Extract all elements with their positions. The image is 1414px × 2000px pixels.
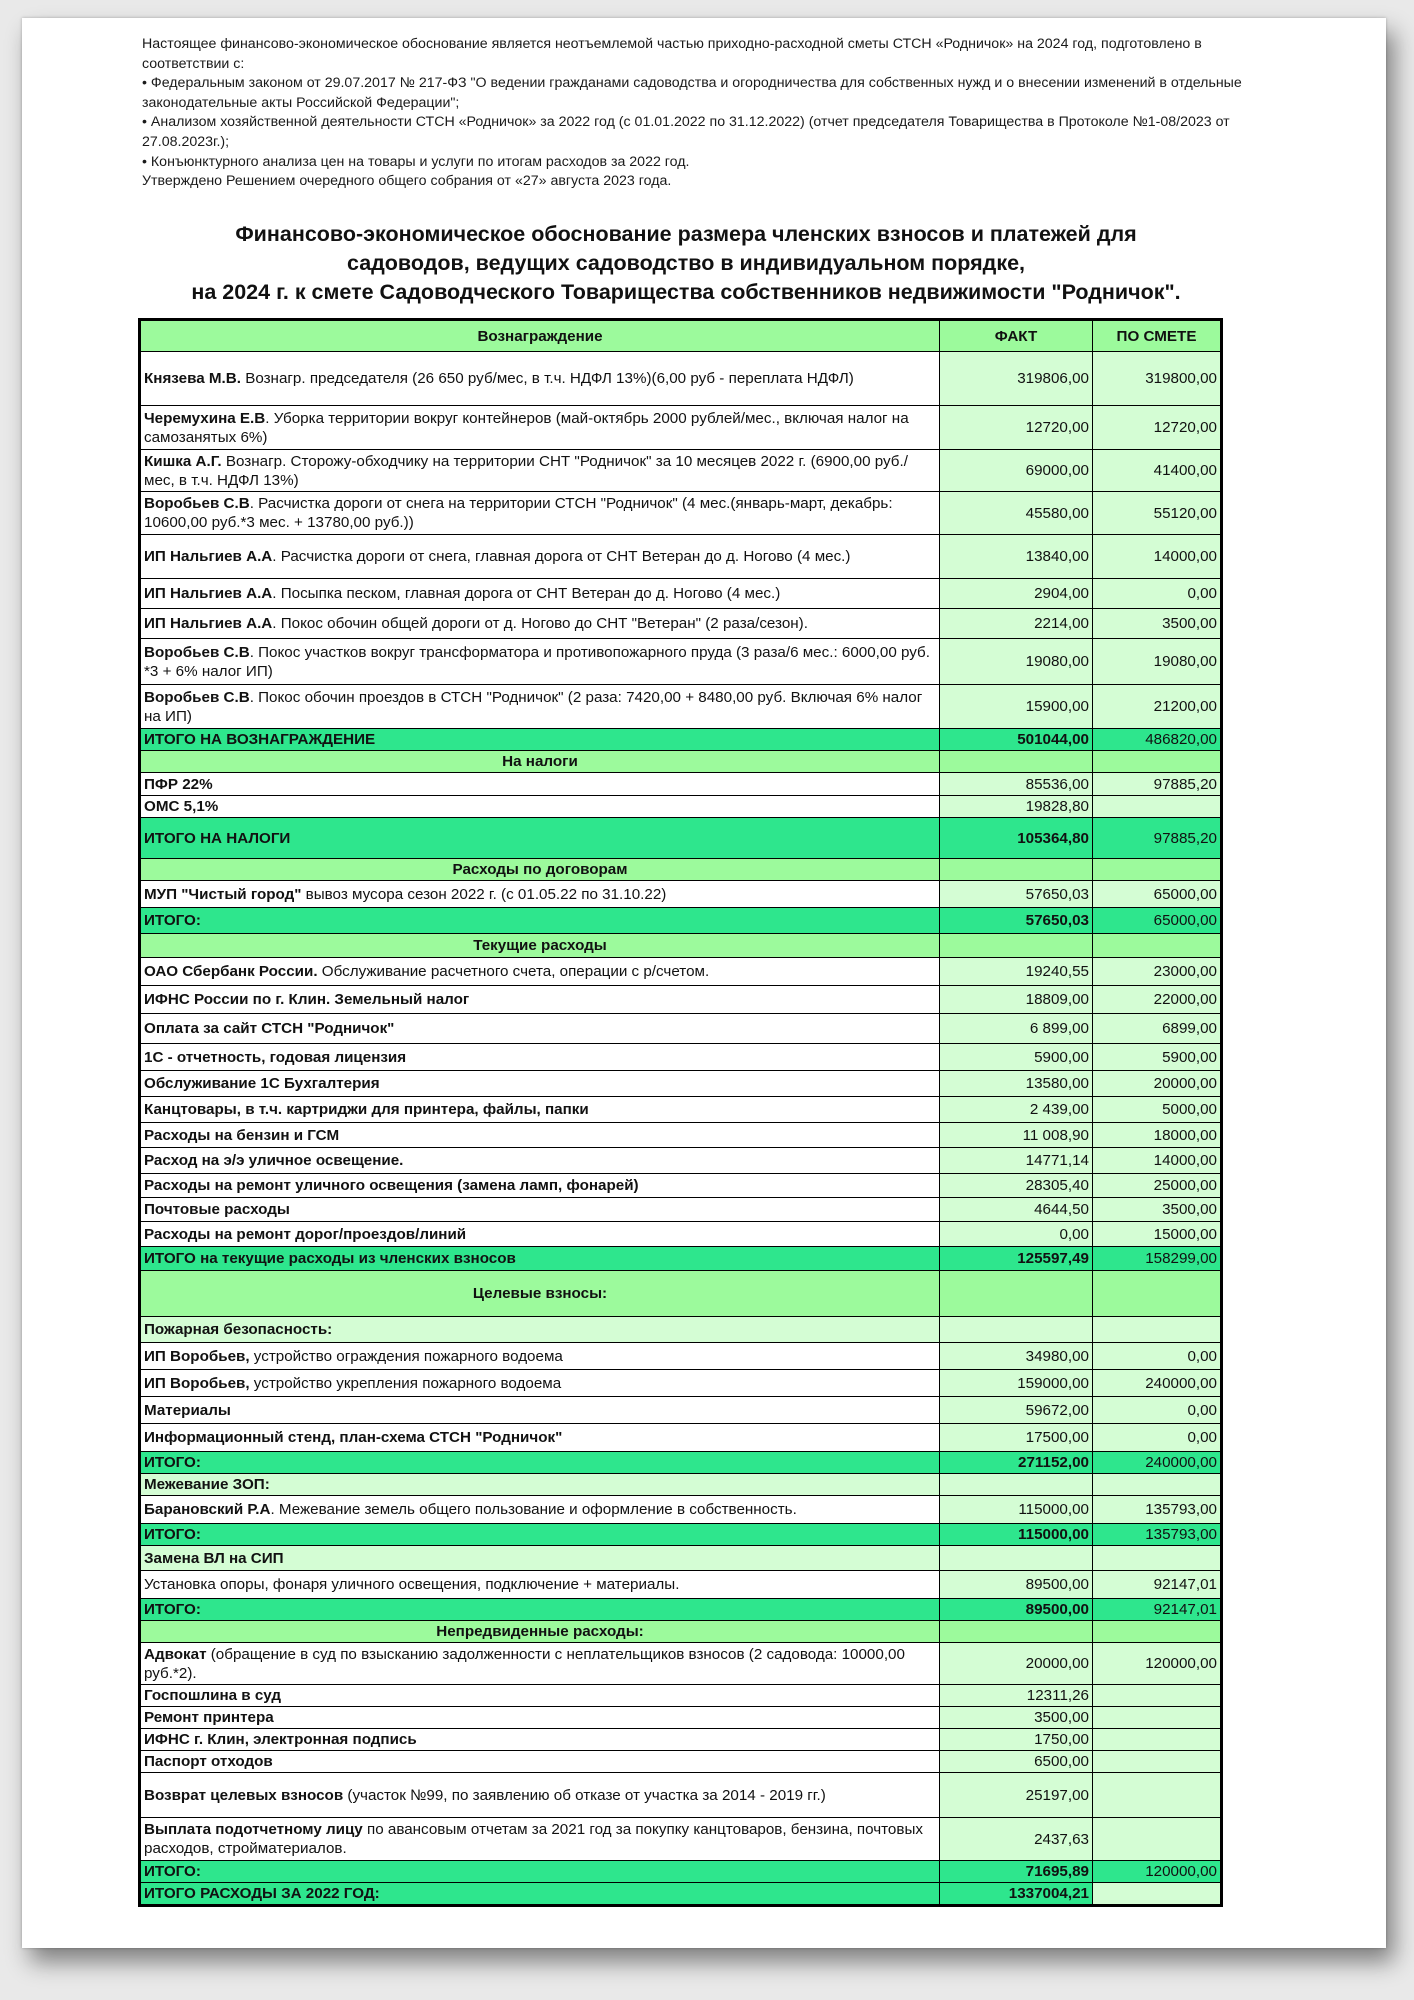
expense-row [140, 639, 1222, 685]
expense-description [140, 1044, 940, 1071]
expense-description [140, 796, 940, 818]
expense-fact: 20000,00 [940, 1643, 1093, 1685]
expense-payee: ПФР 22% [144, 775, 213, 793]
expense-description [140, 450, 940, 492]
expense-payee: Ремонт принтера [144, 1709, 274, 1726]
title-line: Финансово-экономическое обоснование размера членских взносов и платежей для [235, 222, 1137, 246]
section-header-row [140, 1271, 1222, 1317]
expense-row [140, 1424, 1222, 1452]
expense-fact: 13840,00 [940, 535, 1093, 579]
expense-plan: 12720,00 [1093, 406, 1222, 450]
expense-description [140, 1729, 940, 1751]
expense-fact: 13580,00 [940, 1071, 1093, 1097]
expense-plan: 20000,00 [1093, 1071, 1222, 1097]
expense-payee: Расходы на ремонт дорог/проездов/линий [144, 1225, 467, 1243]
empty-cell [1093, 1271, 1222, 1317]
expense-payee: ОМС 5,1% [144, 798, 219, 815]
expense-plan: 3500,00 [1093, 1198, 1222, 1222]
grand-total-row [140, 1883, 1222, 1906]
total-fact: 271152,00 [940, 1452, 1093, 1474]
total-row [140, 1599, 1222, 1621]
subsection-title: Замена ВЛ на СИП [140, 1546, 940, 1571]
expense-detail: (обращение в суд по взысканию задолженности с неплательщиков взносов (2 садовода: 10000,00 руб.*2). [144, 1645, 905, 1682]
expense-row [140, 773, 1222, 796]
expense-plan: 6899,00 [1093, 1014, 1222, 1044]
intro-line: • Анализом хозяйственной деятельности СТСН «Родничок» за 2022 год (с 01.01.2022 по 31.12.2022) (отчет председателя Товарищества в Протоколе №1-08/2023 от 27.08.2023г.); [142, 114, 1230, 150]
total-plan: 97885,20 [1093, 818, 1222, 859]
total-fact: 105364,80 [940, 818, 1093, 859]
expense-payee: ИП Нальгиев А.А [144, 615, 273, 632]
expense-detail: . Межевание земель общего пользование и оформление в собственность. [270, 1501, 797, 1518]
expense-plan: 19080,00 [1093, 639, 1222, 685]
total-fact: 57650,03 [940, 908, 1093, 934]
expense-row [140, 685, 1222, 729]
expense-row [140, 1198, 1222, 1222]
expense-payee: Адвокат [144, 1645, 207, 1663]
expense-description [140, 1643, 940, 1685]
header-fact: ФАКТ [940, 320, 1093, 352]
expense-fact: 57650,03 [940, 881, 1093, 908]
expense-description [140, 1071, 940, 1097]
expense-row [140, 579, 1222, 609]
expense-fact: 159000,00 [940, 1370, 1093, 1397]
grand-total-label: ИТОГО РАСХОДЫ ЗА 2022 ГОД: [140, 1883, 940, 1906]
expense-row [140, 609, 1222, 639]
empty-cell [940, 1546, 1093, 1571]
expense-plan: 21200,00 [1093, 685, 1222, 729]
expense-row [140, 958, 1222, 986]
expense-row [140, 796, 1222, 818]
table-header [140, 320, 1222, 352]
expense-plan [1093, 1707, 1222, 1729]
expense-payee: ИФНС России по г. Клин. Земельный налог [144, 991, 470, 1008]
expense-description [140, 639, 940, 685]
expense-row [140, 1397, 1222, 1424]
expense-fact: 1750,00 [940, 1729, 1093, 1751]
intro-text [142, 35, 1272, 192]
expense-fact: 19080,00 [940, 639, 1093, 685]
expense-description [140, 958, 940, 986]
expense-payee: Почтовые расходы [144, 1201, 290, 1218]
empty-cell [1093, 859, 1222, 881]
expense-payee: 1С - отчетность, годовая лицензия [144, 1048, 407, 1066]
expense-detail: Вознагр. председателя (26 650 руб/мес, в т.ч. НДФЛ 13%)(6,00 руб - переплата НДФЛ) [240, 370, 854, 387]
expense-description [140, 352, 940, 406]
expense-description [140, 1397, 940, 1424]
expense-row [140, 1222, 1222, 1247]
subsection-title: Пожарная безопасность: [140, 1317, 940, 1343]
expense-fact: 11 008,90 [940, 1123, 1093, 1148]
expense-fact: 45580,00 [940, 492, 1093, 535]
expense-detail: . Расчистка дороги от снега, главная дорога от СНТ Ветеран до д. Ногово (4 мес.) [272, 548, 851, 565]
expense-row [140, 1097, 1222, 1123]
expense-description [140, 685, 940, 729]
total-label: ИТОГО: [140, 1452, 940, 1474]
section-title: Целевые взносы: [140, 1271, 940, 1317]
total-row [140, 908, 1222, 934]
expense-description [140, 1424, 940, 1452]
expense-payee: Князева М.В. [144, 370, 241, 387]
expense-plan: 14000,00 [1093, 1148, 1222, 1174]
expense-fact: 0,00 [940, 1222, 1093, 1247]
empty-cell [940, 751, 1093, 773]
expense-description [140, 1097, 940, 1123]
expense-plan: 3500,00 [1093, 609, 1222, 639]
expense-fact: 3500,00 [940, 1707, 1093, 1729]
document-page [22, 18, 1386, 1948]
expense-plan: 0,00 [1093, 1424, 1222, 1452]
total-plan: 158299,00 [1093, 1247, 1222, 1271]
total-label: ИТОГО: [140, 1861, 940, 1883]
expense-fact: 2 439,00 [940, 1097, 1093, 1123]
empty-cell [940, 934, 1093, 958]
expense-description [140, 773, 940, 796]
expense-plan: 15000,00 [1093, 1222, 1222, 1247]
expense-payee: Выплата подотчетному лицу [144, 1821, 363, 1838]
expense-fact: 89500,00 [940, 1571, 1093, 1599]
document-title [140, 220, 1232, 307]
expense-payee: Возврат целевых взносов [144, 1786, 344, 1804]
total-fact: 71695,89 [940, 1861, 1093, 1883]
expense-payee: Воробьев С.В [144, 643, 250, 661]
expense-payee: Обслуживание 1С Бухгалтерия [144, 1075, 380, 1092]
expense-fact: 17500,00 [940, 1424, 1093, 1452]
expense-fact: 2904,00 [940, 579, 1093, 609]
expense-row [140, 1729, 1222, 1751]
expense-detail: (участок №99, по заявлению об отказе от участка за 2014 - 2019 гг.) [343, 1786, 826, 1804]
expense-detail: Вознагр. Сторожу-обходчику на территории СНТ "Родничок" за 10 месяцев 2022 г. (6900,00 руб./мес, в т.ч. НДФЛ 13%) [144, 452, 908, 489]
section-header-row [140, 1621, 1222, 1643]
expense-fact: 12311,26 [940, 1685, 1093, 1707]
expense-payee: Расходы на ремонт уличного освещения (замена ламп, фонарей) [144, 1177, 639, 1194]
expense-row [140, 406, 1222, 450]
expense-plan: 135793,00 [1093, 1496, 1222, 1524]
section-header-row [140, 934, 1222, 958]
expense-row [140, 1044, 1222, 1071]
expense-detail: . Покос обочин проездов в СТСН "Родничок" (2 раза: 7420,00 + 8480,00 руб. Включая 6% налог на ИП) [144, 688, 923, 725]
expense-description [140, 535, 940, 579]
expense-payee: ИП Нальгиев А.А [144, 548, 273, 565]
expense-row [140, 986, 1222, 1014]
expense-plan: 120000,00 [1093, 1643, 1222, 1685]
expense-row [140, 1123, 1222, 1148]
expense-description [140, 609, 940, 639]
subsection-row [140, 1474, 1222, 1496]
expense-description [140, 492, 940, 535]
grand-total-plan [1093, 1883, 1222, 1906]
section-title: Непредвиденные расходы: [140, 1621, 940, 1643]
expense-plan: 319800,00 [1093, 352, 1222, 406]
expense-plan: 23000,00 [1093, 958, 1222, 986]
empty-cell [1093, 1474, 1222, 1496]
expense-fact: 85536,00 [940, 773, 1093, 796]
expense-payee: Материалы [144, 1401, 231, 1419]
expense-plan: 14000,00 [1093, 535, 1222, 579]
expense-plan: 240000,00 [1093, 1370, 1222, 1397]
section-title: На налоги [140, 751, 940, 773]
subsection-title: Межевание ЗОП: [140, 1474, 940, 1496]
expense-fact: 19828,80 [940, 796, 1093, 818]
expense-payee: Кишка А.Г. [144, 452, 222, 470]
expense-fact: 115000,00 [940, 1496, 1093, 1524]
empty-cell [1093, 1317, 1222, 1343]
expense-row [140, 1014, 1222, 1044]
expense-description [140, 1773, 940, 1818]
empty-cell [940, 1317, 1093, 1343]
expense-payee: Информационный стенд, план-схема СТСН "Родничок" [144, 1429, 563, 1446]
expense-payee: Черемухина Е.В [144, 409, 266, 427]
expense-fact: 6500,00 [940, 1751, 1093, 1773]
expense-fact: 319806,00 [940, 352, 1093, 406]
expense-description [140, 1707, 940, 1729]
total-plan: 486820,00 [1093, 729, 1222, 751]
expense-description [140, 1571, 940, 1599]
expense-description [140, 1174, 940, 1198]
total-label: ИТОГО на текущие расходы из членских взносов [140, 1247, 940, 1271]
expense-payee: Расходы на бензин и ГСМ [144, 1126, 340, 1144]
expense-plan [1093, 1685, 1222, 1707]
section-title: Расходы по договорам [140, 859, 940, 881]
total-plan: 120000,00 [1093, 1861, 1222, 1883]
expense-payee: Госпошлина в суд [144, 1687, 282, 1704]
expense-payee: Воробьев С.В [144, 495, 250, 512]
expense-row [140, 1818, 1222, 1861]
expense-row [140, 450, 1222, 492]
expense-payee: Паспорт отходов [144, 1753, 273, 1770]
expense-row [140, 1148, 1222, 1174]
expense-row [140, 1707, 1222, 1729]
expense-description [140, 1370, 940, 1397]
expense-row [140, 352, 1222, 406]
expense-row [140, 881, 1222, 908]
expense-fact: 69000,00 [940, 450, 1093, 492]
expense-payee: Оплата за сайт СТСН "Родничок" [144, 1020, 395, 1037]
expense-payee: МУП "Чистый город" [144, 885, 302, 903]
expense-plan [1093, 796, 1222, 818]
expense-detail: по авансовым отчетам за 2021 год за покупку канцтоваров, бензина, почтовых расходов, стройматериалов. [144, 1821, 923, 1857]
subsection-row [140, 1317, 1222, 1343]
total-row [140, 1861, 1222, 1883]
expense-fact: 28305,40 [940, 1174, 1093, 1198]
expense-plan [1093, 1751, 1222, 1773]
total-row [140, 729, 1222, 751]
expense-row [140, 492, 1222, 535]
expense-description [140, 986, 940, 1014]
empty-cell [940, 1271, 1093, 1317]
total-row [140, 818, 1222, 859]
expense-plan [1093, 1773, 1222, 1818]
total-plan: 65000,00 [1093, 908, 1222, 934]
intro-line: • Конъюнктурного анализа цен на товары и услуги по итогам расходов за 2022 год. [142, 153, 690, 170]
expense-fact: 15900,00 [940, 685, 1093, 729]
total-label: ИТОГО: [140, 1524, 940, 1546]
total-fact: 89500,00 [940, 1599, 1093, 1621]
empty-cell [1093, 934, 1222, 958]
intro-line: Утверждено Решением очередного общего собрания от «27» августа 2023 года. [142, 173, 672, 190]
grand-total-fact: 1337004,21 [940, 1883, 1093, 1906]
expense-plan: 0,00 [1093, 1343, 1222, 1370]
empty-cell [1093, 1546, 1222, 1571]
expense-description [140, 881, 940, 908]
expense-plan: 5900,00 [1093, 1044, 1222, 1071]
expense-row [140, 1174, 1222, 1198]
expense-fact: 2437,63 [940, 1818, 1093, 1861]
expense-row [140, 1643, 1222, 1685]
expense-description [140, 1222, 940, 1247]
section-header-row [140, 751, 1222, 773]
empty-cell [1093, 751, 1222, 773]
title-line: на 2024 г. к смете Садоводческого Товарищества собственников недвижимости "Родничок". [191, 280, 1181, 304]
expense-description [140, 1818, 940, 1861]
header-description: Вознаграждение [140, 320, 940, 352]
expense-detail: Обслуживание расчетного счета, операции с р/счетом. [317, 963, 710, 980]
expense-description [140, 1198, 940, 1222]
expense-description [140, 1496, 940, 1524]
total-label: ИТОГО: [140, 1599, 940, 1621]
total-plan: 240000,00 [1093, 1452, 1222, 1474]
expense-detail: устройство укрепления пожарного водоема [249, 1374, 562, 1392]
expense-plan: 18000,00 [1093, 1123, 1222, 1148]
expense-detail: Установка опоры, фонаря уличного освещения, подключение + материалы. [144, 1576, 680, 1593]
total-label: ИТОГО НА ВОЗНАГРАЖДЕНИЕ [140, 729, 940, 751]
expense-description [140, 1685, 940, 1707]
expense-payee: ИФНС г. Клин, электронная подпись [144, 1731, 417, 1748]
expense-fact: 19240,55 [940, 958, 1093, 986]
expense-plan: 0,00 [1093, 1397, 1222, 1424]
expense-fact: 25197,00 [940, 1773, 1093, 1818]
expense-detail: . Посыпка песком, главная дорога от СНТ Ветеран до д. Ногово (4 мес.) [272, 585, 781, 602]
section-header-row [140, 859, 1222, 881]
expense-row [140, 1685, 1222, 1707]
subsection-row [140, 1546, 1222, 1571]
expense-row [140, 1496, 1222, 1524]
total-row [140, 1452, 1222, 1474]
expense-payee: ИП Нальгиев А.А [144, 585, 273, 602]
expense-payee: ОАО Сбербанк России. [144, 963, 318, 980]
expense-plan: 55120,00 [1093, 492, 1222, 535]
expense-description [140, 406, 940, 450]
expense-row [140, 1773, 1222, 1818]
expense-fact: 5900,00 [940, 1044, 1093, 1071]
expense-plan: 41400,00 [1093, 450, 1222, 492]
expense-fact: 18809,00 [940, 986, 1093, 1014]
expense-fact: 14771,14 [940, 1148, 1093, 1174]
total-fact: 115000,00 [940, 1524, 1093, 1546]
expense-payee: ИП Воробьев, [144, 1347, 250, 1365]
total-row [140, 1247, 1222, 1271]
expense-payee: Расход на э/э уличное освещение. [144, 1152, 404, 1169]
total-fact: 125597,49 [940, 1247, 1093, 1271]
finance-table [138, 318, 1223, 1907]
expense-row [140, 1370, 1222, 1397]
expense-description [140, 1148, 940, 1174]
expense-row [140, 1343, 1222, 1370]
total-row [140, 1524, 1222, 1546]
expense-row [140, 1071, 1222, 1097]
expense-description [140, 1123, 940, 1148]
intro-line: Настоящее финансово-экономическое обоснование является неотъемлемой частью приходно-расходной сметы СТСН «Родничок» на 2024 год, подготовлено в соответствии с: [142, 36, 1202, 72]
empty-cell [1093, 1621, 1222, 1643]
expense-detail: устройство ограждения пожарного водоема [249, 1347, 563, 1365]
total-label: ИТОГО НА НАЛОГИ [140, 818, 940, 859]
total-label: ИТОГО: [140, 908, 940, 934]
expense-description [140, 1751, 940, 1773]
expense-plan: 97885,20 [1093, 773, 1222, 796]
title-line: садоводов, ведущих садоводство в индивидуальном порядке, [346, 251, 1026, 275]
expense-row [140, 1751, 1222, 1773]
expense-plan [1093, 1818, 1222, 1861]
expense-plan: 65000,00 [1093, 881, 1222, 908]
expense-payee: Воробьев С.В [144, 688, 250, 706]
expense-fact: 34980,00 [940, 1343, 1093, 1370]
total-fact: 501044,00 [940, 729, 1093, 751]
expense-plan: 92147,01 [1093, 1571, 1222, 1599]
expense-plan [1093, 1729, 1222, 1751]
total-plan: 135793,00 [1093, 1524, 1222, 1546]
empty-cell [940, 1621, 1093, 1643]
expense-row [140, 535, 1222, 579]
expense-detail: . Расчистка дороги от снега на территории СТСН "Родничок" (4 мес.(январь-март, декабрь: 10600,00 руб.*3 мес. + 13780,00 руб.)) [144, 495, 893, 531]
expense-plan: 25000,00 [1093, 1174, 1222, 1198]
expense-plan: 0,00 [1093, 579, 1222, 609]
expense-detail: вывоз мусора сезон 2022 г. (с 01.05.22 по 31.10.22) [301, 885, 667, 903]
empty-cell [940, 1474, 1093, 1496]
expense-row [140, 1571, 1222, 1599]
expense-detail: . Уборка территории вокруг контейнеров (май-октябрь 2000 рублей/мес., включая налог на самозанятых 6%) [144, 409, 909, 446]
expense-description [140, 1014, 940, 1044]
expense-payee: Канцтовары, в т.ч. картриджи для принтера, файлы, папки [144, 1101, 589, 1118]
section-title: Текущие расходы [140, 934, 940, 958]
expense-plan: 22000,00 [1093, 986, 1222, 1014]
intro-line: • Федеральным законом от 29.07.2017 № 217-ФЗ "О ведении гражданами садоводства и огородничества для собственных нужд и о внесении изменений в отдельные законодательные акты Российской Федерации"; [142, 75, 1242, 111]
expense-fact: 4644,50 [940, 1198, 1093, 1222]
header-plan: ПО СМЕТЕ [1093, 320, 1222, 352]
expense-description [140, 579, 940, 609]
total-plan: 92147,01 [1093, 1599, 1222, 1621]
expense-fact: 6 899,00 [940, 1014, 1093, 1044]
empty-cell [940, 859, 1093, 881]
expense-detail: . Покос обочин общей дороги от д. Ногово до СНТ "Ветеран" (2 раза/сезон). [272, 615, 808, 632]
expense-payee: ИП Воробьев, [144, 1374, 250, 1392]
expense-plan: 5000,00 [1093, 1097, 1222, 1123]
expense-fact: 59672,00 [940, 1397, 1093, 1424]
expense-description [140, 1343, 940, 1370]
expense-fact: 2214,00 [940, 609, 1093, 639]
expense-payee: Барановский Р.А [144, 1501, 271, 1518]
expense-fact: 12720,00 [940, 406, 1093, 450]
expense-detail: . Покос участков вокруг трансформатора и противопожарного пруда (3 раза/6 мес.: 6000,00 руб. *3 + 6% налог ИП) [144, 643, 930, 680]
